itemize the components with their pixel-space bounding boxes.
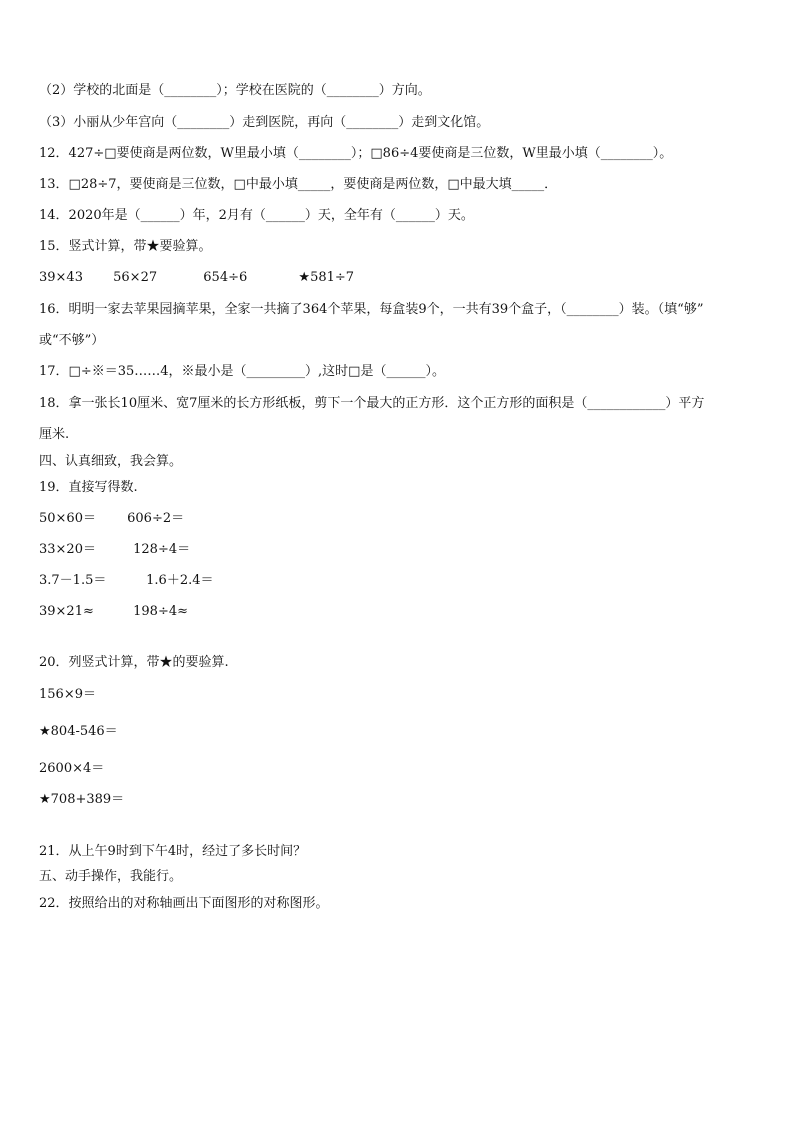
q15-item: ★581÷7 [298,270,355,285]
q20-item: ★804-546＝ [39,724,118,739]
q19-item: 3.7－1.5＝ [39,573,107,588]
q11-part3: （3）小丽从少年宫向（________）走到医院，再向（________）走到文化馆。 [39,115,490,130]
q16-line2: 或“不够”） [39,333,105,348]
q19-row [39,573,764,589]
q20-item: 156×9＝ [39,687,96,702]
q13: 13．□28÷7，要使商是三位数，□中最小填_____，要使商是两位数，□中最大填_____． [39,177,558,192]
q17: 17．□÷※＝35……4，※最小是（_________）,这时□是（______）。 [39,364,445,379]
q19-item: 1.6＋2.4＝ [146,573,214,588]
q19-title: 19．直接写得数. [39,480,138,495]
q14: 14．2020年是（______）年，2月有（______）天，全年有（______）天。 [39,208,474,223]
q19-item: 39×21≈ [39,604,94,619]
q15-item: 56×27 [113,270,158,285]
q19-item: 50×60＝ [39,511,96,526]
q20-item: 2600×4＝ [39,761,105,776]
section-4-heading: 四、认真细致，我会算。 [39,454,183,469]
q18-line1: 18．拿一张长10厘米、宽7厘米的长方形纸板，剪下一个最大的正方形．这个正方形的面积是（____________）平方 [39,396,705,411]
q12: 12．427÷□要使商是两位数，W里最小填（________）；□86÷4要使商是三位数，W里最小填（________）。 [39,146,673,161]
q18-line2: 厘米. [39,427,70,442]
q15-items [39,270,764,286]
q22: 22．按照给出的对称轴画出下面图形的对称图形。 [39,896,329,911]
q19-item: 198÷4≈ [133,604,189,619]
q16-line1: 16．明明一家去苹果园摘苹果，全家一共摘了364个苹果，每盒装9个，一共有39个盒子，（________）装。（填“够” [39,302,704,317]
q19-row [39,542,764,558]
q19-item: 128÷4＝ [133,542,191,557]
q19-row [39,604,764,620]
q15-item: 654÷6 [203,270,248,285]
q11-part2: （2）学校的北面是（________）；学校在医院的（________）方向。 [39,83,431,98]
q19-item: 33×20＝ [39,542,96,557]
q21: 21．从上午9时到下午4时，经过了多长时间？ [39,844,307,859]
q15-title: 15．竖式计算，带★要验算。 [39,239,212,254]
q20-item: ★708+389＝ [39,792,125,807]
section-5-heading: 五、动手操作，我能行。 [39,869,183,884]
q19-row [39,511,764,527]
q19-item: 606÷2＝ [127,511,185,526]
q20-title: 20．列竖式计算，带★的要验算. [39,655,229,670]
q15-item: 39×43 [39,270,83,285]
